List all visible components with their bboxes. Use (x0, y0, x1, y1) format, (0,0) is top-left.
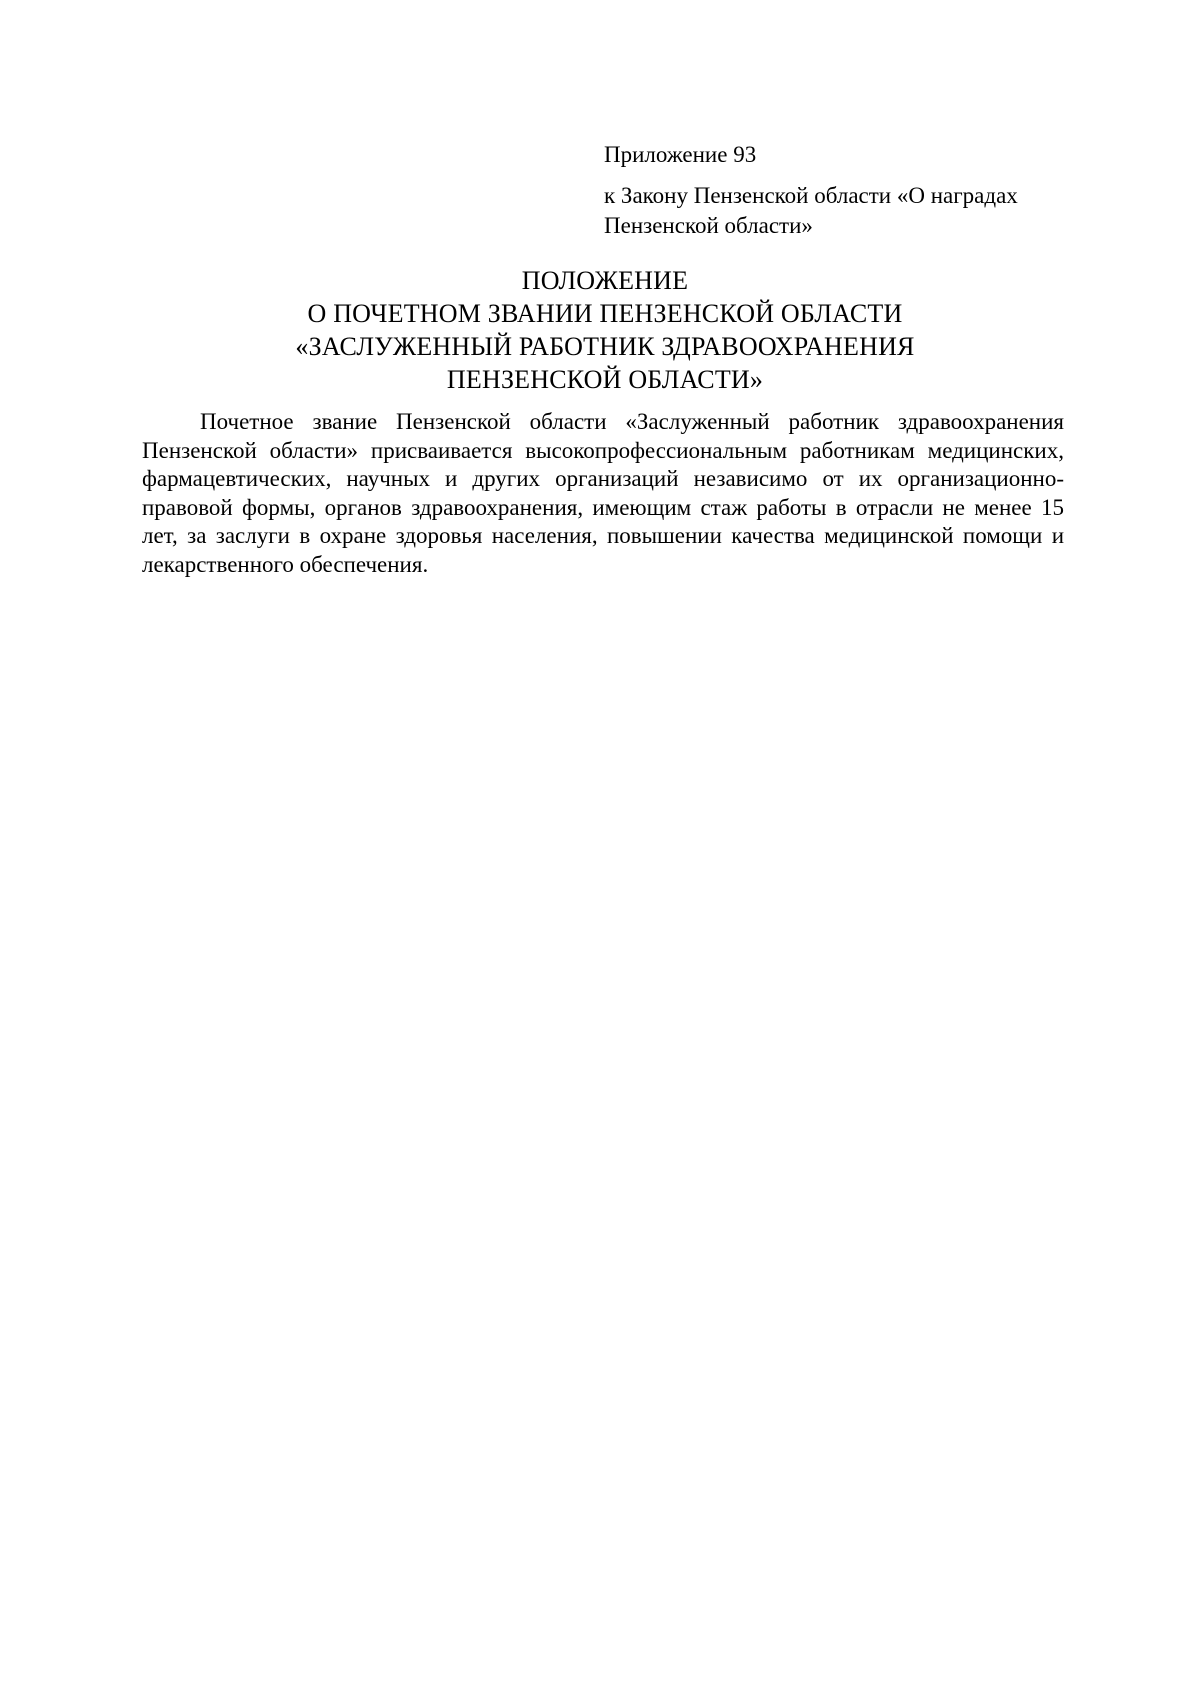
title-line-4: ПЕНЗЕНСКОЙ ОБЛАСТИ» (446, 365, 764, 394)
document-title (140, 264, 1070, 396)
title-line-1: ПОЛОЖЕНИЕ (521, 266, 689, 295)
appendix-number: Приложение 93 (604, 142, 757, 167)
appendix-law-reference: к Закону Пензенской области «О наградах Пензенской области» (604, 183, 1018, 238)
appendix-header (604, 140, 1104, 241)
title-line-2: О ПОЧЕТНОМ ЗВАНИИ ПЕНЗЕНСКОЙ ОБЛАСТИ (307, 299, 903, 328)
body-paragraph: Почетное звание Пензенской области «Заслуженный работник здравоохранения Пензенской области» присваивается высокопрофессиональным работникам медицинских, фармацевтических, научных и других организаций независимо от их организационно-правовой формы, органов здравоохранения, имеющим стаж работы в отрасли не менее 15 лет, за заслуги в охране здоровья населения, повышении качества медицинской помощи и лекарственного обеспечения. (142, 409, 1064, 577)
title-line-3: «ЗАСЛУЖЕННЫЙ РАБОТНИК ЗДРАВООХРАНЕНИЯ (295, 332, 915, 361)
